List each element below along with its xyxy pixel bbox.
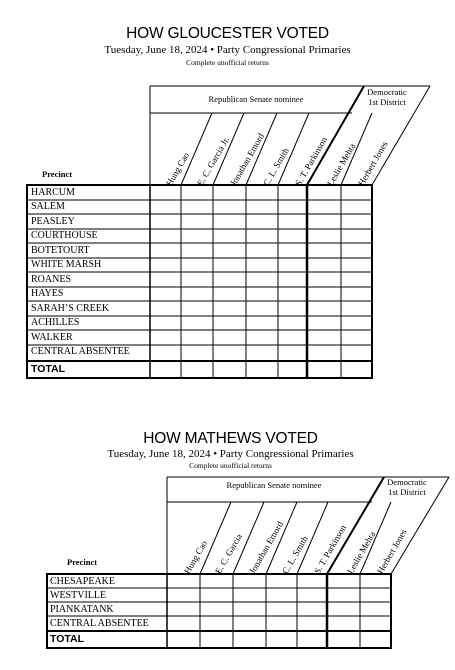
gloucester-republican-header: Republican Senate nominee [208,94,304,104]
gloucester-candidate-smith: C. L. Smith [261,146,291,188]
mathews-candidate-smith: C. L. Smith [280,534,310,576]
gloucester-precinct-row: HARCUM [31,187,75,198]
mathews-note: Complete unofficial returns [189,461,272,470]
gloucester-precinct-row: COURTHOUSE [31,230,98,241]
mathews-precinct-row: CENTRAL ABSENTEE [50,618,149,629]
mathews-precinct-label: Precinct [67,557,98,567]
mathews-precinct-row: WESTVILLE [50,590,107,601]
gloucester-candidate-emord: Jonathan Emord [228,131,267,188]
gloucester-note: Complete unofficial returns [186,58,269,67]
mathews-candidate-mehta: Leslie Mehta [345,529,378,576]
gloucester-precinct-row: PEASLEY [31,216,75,227]
gloucester-candidate-parkinson: S. T. Parkinson [293,135,330,188]
gloucester-precinct-row: ROANES [31,274,72,285]
gloucester-precinct-row: CENTRAL ABSENTEE [31,346,130,357]
gloucester-democratic-line2: 1st District [368,96,406,107]
gloucester-precinct-row: SALEM [31,201,65,212]
gloucester-precinct-row: HAYES [31,288,64,299]
mathews-candidate-parkinson: S. T. Parkinson [312,523,349,576]
gloucester-subtitle: Tuesday, June 18, 2024 • Party Congressional Primaries [104,44,351,56]
mathews-democratic-line1: Democratic [387,477,427,487]
gloucester-precinct-label: Precinct [42,169,73,179]
mathews-candidate-hung-cao: Hung Cao [182,538,210,576]
gloucester-precinct-row: SARAH’S CREEK [31,303,110,314]
gloucester-precinct-row: ACHILLES [31,317,80,328]
gloucester-candidate-mehta: Leslie Mehta [325,141,358,188]
gloucester-precinct-row: WHITE MARSH [31,259,102,270]
mathews-candidate-jones: Herbert Jones [375,527,409,576]
gloucester-candidate-jones: Herbert Jones [356,139,390,188]
gloucester-democratic-line1: Democratic [367,87,407,97]
mathews-precinct-row: CHESAPEAKE [50,576,116,587]
gloucester-title: HOW GLOUCESTER VOTED [126,25,329,42]
mathews-total-label: TOTAL [50,633,85,645]
mathews-democratic-line2: 1st District [388,486,426,497]
gloucester-candidate-hung-cao: Hung Cao [164,150,192,188]
gloucester-precinct-row: WALKER [31,332,73,343]
mathews-subtitle: Tuesday, June 18, 2024 • Party Congressional Primaries [107,448,354,460]
mathews-precinct-row: PIANKATANK [50,604,114,615]
gloucester-candidate-garcia: E. C. Garcia Jr. [195,134,232,188]
gloucester-total-label: TOTAL [31,363,66,375]
mathews-title: HOW MATHEWS VOTED [143,430,318,447]
mathews-candidate-garcia: E. C. Garcia [213,531,245,576]
mathews-republican-header: Republican Senate nominee [226,480,322,490]
mathews-candidate-emord: Jonathan Emord [247,519,286,576]
gloucester-precinct-row: BOTETOURT [31,245,90,256]
